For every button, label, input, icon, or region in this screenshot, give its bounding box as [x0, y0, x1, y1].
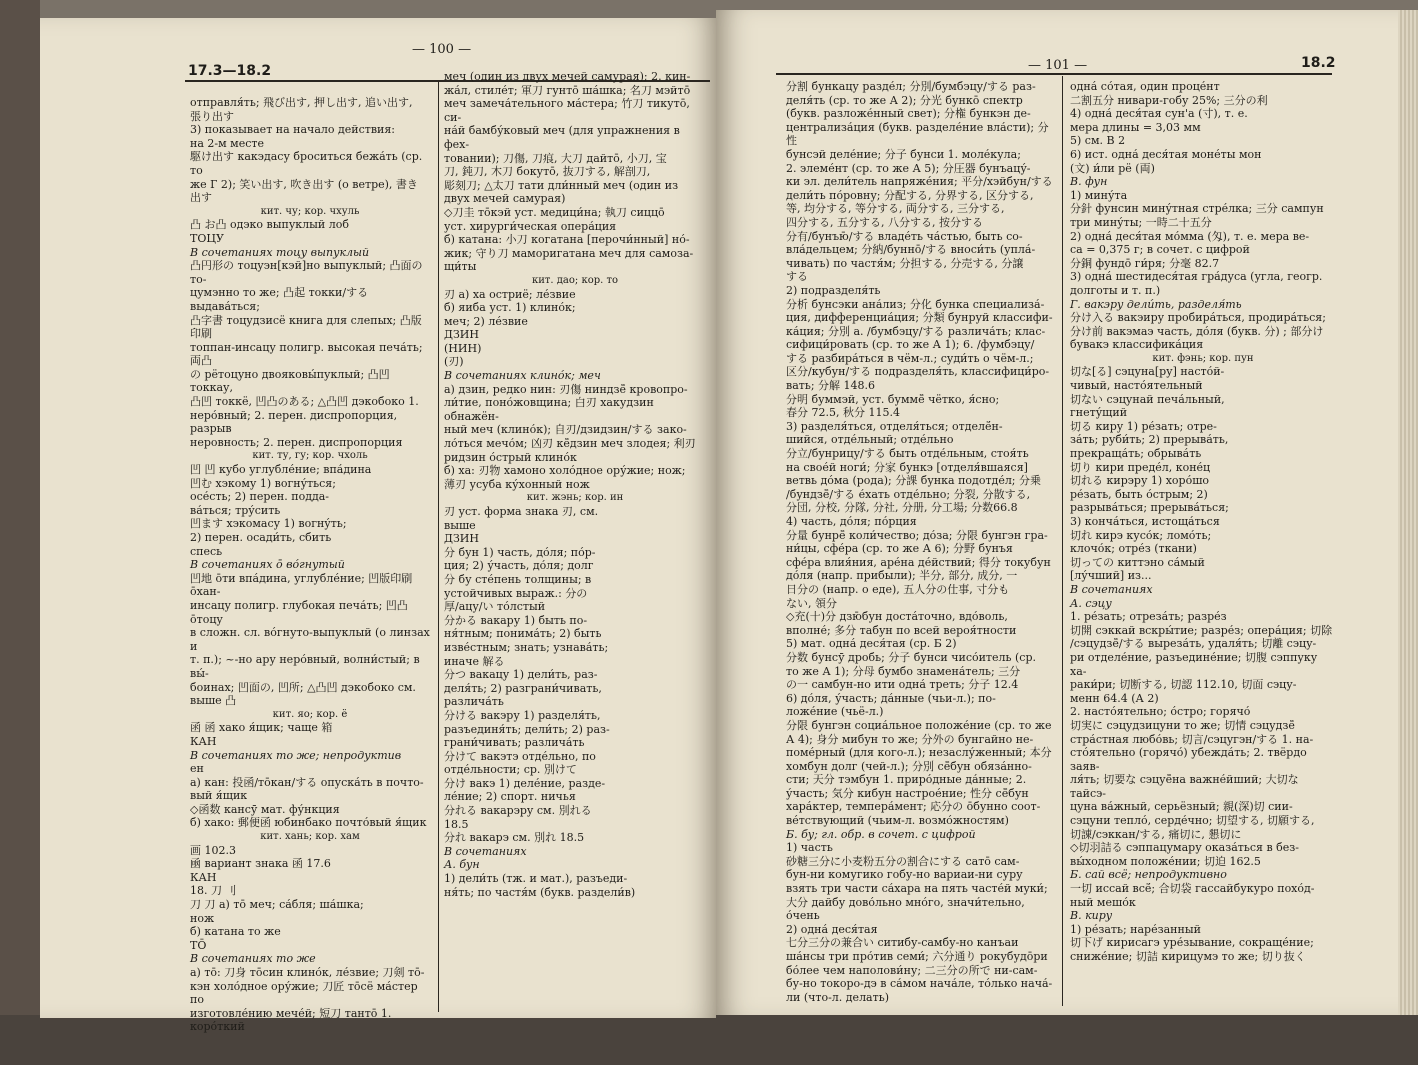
page-header-right: 18.2	[1301, 55, 1336, 71]
text-line: 凸凹 токкё, 凹凸のある; △凸凹 дэкобоко 1.	[190, 395, 419, 409]
text-line: В сочетаниях	[444, 844, 527, 858]
text-line: 七分三分の兼合い ситибу-самбу-но канъаи	[786, 936, 1019, 950]
text-line: кит. дао; кор. то	[531, 274, 619, 286]
text-line: の рётоцуно двояковы́пуклый; 凸凹 токкау,	[190, 367, 390, 395]
text-line: ция; 2) у́часть, до́ля; долг	[444, 559, 594, 573]
text-line: (НИН)	[444, 341, 482, 355]
text-line: [лу́чший] из...	[1070, 569, 1152, 583]
text-line: иначе 解る	[444, 654, 505, 668]
text-line: 2. насто́ятельно; о́стро; горячо́	[1070, 705, 1251, 719]
text-line: ре́зать, быть о́стрым; 2)	[1070, 487, 1208, 501]
text-line: разрыва́ться; прерыва́ться;	[1070, 501, 1229, 515]
text-line: 分かる вакару 1) быть по-	[444, 613, 588, 627]
text-line: В сочетаниях то же	[190, 952, 316, 966]
right-column-2	[1070, 80, 1336, 1010]
text-line: 切れ кирэ кусо́к; ломо́ть;	[1070, 528, 1212, 542]
text-line: о́чень	[786, 909, 820, 923]
text-line: ри отделе́ние, разъедине́ние; 切腹 сэппуку ха-	[1070, 650, 1318, 678]
text-line: (букв. разложе́нный свет); 分権 бункэн де-	[786, 107, 1031, 121]
text-line: вполне́; 多分 табун по всей вероя́тности	[786, 623, 1017, 637]
text-line: 切下げ кирисагэ уре́зывание, сокраще́ние;	[1070, 936, 1314, 950]
text-line: стра́стная любо́вь; 切言/сэцугэн/する 1. на-	[1070, 732, 1314, 746]
text-line: на свое́й ноги́; 分家 бункэ [отделя́вшаяся]	[786, 460, 1028, 474]
text-line: 1) мину́та	[1070, 188, 1128, 202]
text-line: ша́нсы три про́тив семи́; 六分通り рокубудо̄ри	[786, 950, 1048, 963]
text-line: (文) и́ли рё (両)	[1070, 161, 1155, 175]
text-line: する разбира́ться в чём-л.; суди́ть о чём-л.;	[786, 351, 1034, 365]
text-line: 分 бу сте́пень толщины; в	[444, 572, 592, 586]
text-line: чивать) по частя́м; 分担する, 分売する, 分譲	[786, 256, 1024, 270]
text-line: вы́ходном положе́нии; 切迫 162.5	[1070, 854, 1261, 868]
text-line: Г. вакэру дели́ть, разделя́ть	[1070, 297, 1242, 311]
text-line: в сложн. сл. во́гнуто-выпуклый (о линзах и	[190, 626, 430, 653]
text-line: 分明 буммэй, уст. буммё̄ чётко, я́сно;	[786, 392, 1000, 406]
text-line: В сочетаниях клино́к; меч	[444, 369, 601, 383]
text-line: 凸 お凸 одэко выпуклый лоб	[190, 218, 349, 232]
text-line: 春分 72.5, 秋分 115.4	[786, 406, 900, 420]
text-line: 2. элеме́нт (ср. то же А 5); 分圧器 бунъацу́-	[786, 161, 1031, 175]
text-line: кит. яо; кор. ё	[272, 708, 348, 720]
text-line: бу-но токоро-дэ в са́мом нача́ле, то́лько нача́-	[786, 977, 1053, 991]
text-line: 分針 фунсин мину́тная стре́лка; 三分 сампун	[1070, 202, 1324, 216]
text-line: нож	[190, 911, 215, 925]
text-line: чивый, насто́ятельный	[1070, 379, 1203, 393]
text-line: ция, дифференциа́ция; 分類 бунруй классифи-	[786, 311, 1053, 325]
text-line: ный меч (клино́к); 自刃/дзидзин/する зако-	[444, 423, 687, 437]
text-line: клочо́к; отре́з (ткани)	[1070, 542, 1197, 556]
text-line: 分数 бунсӯ дробь; 分子 бунси чисо́итель (ср.	[786, 650, 1036, 664]
text-line: ле́ние; 2) спорт. ничья	[444, 790, 576, 804]
text-line: сто́ятельно (горячо́) убежда́ть; 2. твёрдо заяв-	[1070, 746, 1307, 773]
text-line: ни́цы, сфе́ра (ср. то же А 6); 分野 бунъя	[786, 542, 1013, 556]
text-line: 2) подразделя́ть	[786, 283, 881, 297]
text-line: цумэнно то же; 凸起 токки/する выдава́ться;	[190, 286, 369, 313]
text-line: дели́ть по́ровну; 分配する, 分界する, 区分する,	[786, 188, 1034, 202]
text-line: кит. фэнь; кор. пун	[1152, 352, 1254, 364]
text-line: ない, 領分	[786, 596, 837, 610]
text-line: разъединя́ть; дели́ть; 2) раз-	[444, 722, 610, 736]
text-line: топпан-инсацу полигр. высокая печа́ть; 両凸	[190, 340, 423, 368]
text-line: В сочетаниях то же; непродуктив	[190, 748, 402, 762]
text-line: сфе́ра влия́ния, аре́на де́йствий; 得分 токубун	[786, 555, 1051, 569]
text-line: 等, 均分する, 等分する, 両分する, 三分する,	[786, 202, 1005, 216]
text-line: 大分 дайбу дово́льно мно́го, значи́тельно,	[786, 895, 1025, 909]
page-header-left: 17.3—18.2	[188, 63, 272, 79]
text-line: 1) дели́ть (тж. и мат.), разъеди-	[444, 872, 628, 886]
text-line: инсацу полигр. глубокая печа́ть; 凹凸 о̄тоцу	[190, 598, 408, 626]
text-line: а) то̄: 刀身 то̄син клино́к, ле́звие; 刀剣 то̄-	[190, 966, 425, 979]
text-line: 凾 вариант знака 函 17.6	[190, 857, 331, 871]
text-line: В. фун	[1070, 175, 1108, 189]
text-line: изготовле́нию мече́й; 短刀 танто̄ 1. коро́ткий	[190, 1006, 392, 1034]
text-line: 分つ вакацу 1) дели́ть, раз-	[444, 668, 598, 682]
text-line: 分団, 分校, 分隊, 分社, 分册, 分工場; 分数66.8	[786, 501, 1018, 515]
text-line: В сочетаниях ō во́гнутый	[190, 558, 345, 572]
text-line: меч замеча́тельного ма́стера; 竹刀 тикуто̄, си-	[444, 97, 690, 124]
text-line: сти; 天分 тэмбун 1. приро́дные да́нные; 2.	[786, 773, 1027, 787]
text-line: а) дзин, редко нин: 刃傷 ниндзё̄ кровопро-	[444, 382, 688, 396]
text-line: б) катана: 小刀 когатана [перочи́нный] но́-	[444, 233, 690, 247]
text-line: 6) ист. одна́ деся́тая моне́ты мон	[1070, 147, 1262, 161]
text-line: на́й бамбу́ковый меч (для упражнения в фех-	[444, 124, 680, 151]
text-line: 切諌/сэккан/する, 痛切に, 懇切に	[1070, 827, 1242, 841]
text-line: гнету́щий	[1070, 406, 1128, 420]
text-line: 3) одна́ шестидеся́тая гра́дуса (угла, геогр.	[1070, 270, 1323, 284]
text-line: 分有/бунъю̄/する владе́ть ча́стью, быть со-	[786, 229, 1023, 243]
text-line: 凹む хэкому 1) вогну́ться;	[190, 476, 336, 490]
text-line: 砂糖三分に小麦粉五分の割合にする сато̄ сам-	[786, 854, 1020, 868]
text-line: 切る киру 1) ре́зать; отре-	[1070, 419, 1217, 433]
text-line: 分けて вакэтэ отде́льно, по	[444, 749, 596, 763]
text-line: отде́льности; ср. 別けて	[444, 763, 577, 777]
text-line: 18.5	[444, 817, 469, 831]
text-line: /сэцудзё̄/する выреза́ть, удаля́ть; 切離 сэцу-	[1070, 637, 1317, 651]
text-line: прекраща́ть; обрыва́ть	[1070, 447, 1202, 461]
text-line: 4) часть, до́ля; по́рция	[786, 515, 917, 528]
text-line: 張り出す	[190, 109, 234, 123]
text-line: В сочетаниях	[1070, 582, 1153, 596]
text-line: ня́тным; понима́ть; 2) быть	[444, 627, 602, 641]
text-line: А. бун	[444, 858, 480, 872]
text-line: ло́ться мечо́м; 凶刃 кё̄дзин меч злодея; 利刃	[444, 437, 696, 451]
column-divider-left	[438, 82, 439, 1012]
text-line: товании); 刀傷, 刀痕, 大刀 дайто̄, 小刀, 宝	[444, 151, 667, 165]
text-line: Б. сай всё; непродуктивно	[1070, 868, 1227, 882]
text-line: 5) см. В 2	[1070, 134, 1126, 148]
text-line: хомбун долг (чей-л.); 分別 сё̄бун обяза́нно-	[786, 759, 1032, 773]
text-line: кит. хань; кор. хам	[260, 831, 360, 843]
text-line: 分れ вакарэ см. 別れ 18.5	[444, 831, 585, 845]
text-line: а) кан: 投函/то̄кан/する опуска́ть в почто-	[190, 775, 424, 789]
text-line: 分限 бунгэн социа́льное положе́ние (ср. то же	[786, 718, 1052, 732]
text-line: щи́ты	[444, 260, 477, 274]
text-line: т. п.); ~-но ару неро́вный, волни́стый; в вы́-	[190, 653, 420, 680]
text-line: изве́стным; знать; узнава́ть;	[444, 640, 609, 654]
text-line: 3) разделя́ться, отделя́ться; отделё́н-	[786, 419, 1003, 433]
text-line: 切ない сэцунай печа́льный,	[1070, 392, 1225, 406]
text-line: устойчивых выраж.: 分の	[444, 586, 588, 600]
text-line: 二割五分 нивари-гобу 25%; 三分の利	[1070, 93, 1268, 107]
text-line: б) катана то же	[190, 925, 281, 939]
left-page	[40, 18, 716, 1034]
text-line: различа́ть	[444, 695, 504, 709]
text-line: три мину́ты; 一時二十五分	[1070, 215, 1212, 229]
text-line: 分け入る вакэиру пробира́ться, продира́ться;	[1070, 311, 1326, 325]
text-line: цуна ва́жный, серьёзный; 親(深)切 сии-	[1070, 800, 1293, 814]
text-line: жа́л, стиле́т; 軍刀 гунто̄ ша́шка; 名刀 мэйто̄	[444, 83, 691, 97]
text-line: КАН	[190, 870, 217, 884]
text-line: 分れる вакарэру см. 別れる	[444, 804, 592, 818]
text-line: осе́сть; 2) перен. подда-	[190, 490, 330, 504]
text-line: 切開 сэккай вскры́тие; разре́з; опера́ция; 切除	[1070, 623, 1333, 637]
text-line: В сочетаниях тоцу выпуклый	[190, 245, 370, 259]
text-line: ен	[190, 762, 204, 776]
text-line: 切っての киттэно са́мый	[1070, 555, 1205, 569]
text-line: 出す	[190, 191, 212, 205]
text-line: 区分/кубун/する подразделя́ть, классифици́ро-	[786, 365, 1050, 379]
text-line: 函 函 хако я́щик; чаще 箱	[190, 721, 333, 735]
text-line: спесь	[190, 544, 223, 558]
text-line: деля́ть; 2) разграни́чивать,	[444, 681, 602, 695]
text-line: 凹地 о̄ти впа́дина, углубле́ние; 凹版印刷 о̄хан-	[190, 571, 413, 599]
column-divider-right	[1062, 76, 1063, 1006]
right-page	[716, 10, 1400, 1015]
text-line: кит. ту, гу; кор. чхоль	[252, 450, 368, 462]
text-line: 薄刃 усуба ку́хонный нож	[444, 477, 590, 491]
text-line: ли́тие, поно́жовщина; 白刃 хакудзин обнажён-	[444, 396, 654, 423]
text-line: 分立/бунрицу/する быть отде́льным, стоя́ть	[786, 447, 1029, 461]
text-line: ка́ция; 分別 а. /бумбэцу/する различа́ть; клас-	[786, 324, 1046, 338]
text-line: /бундзё̄/する е́хать отде́льно; 分裂, 分散する,	[786, 487, 1031, 501]
book-cover-left	[0, 0, 40, 1065]
text-line: выше	[444, 518, 476, 532]
text-line: ТŌ	[190, 938, 207, 952]
text-line: то же А 1); 分母 бумбо знамена́тель; 三分	[786, 664, 1021, 678]
text-line: бун-ни комугико гобу-но вариаи-ни суру	[786, 868, 1023, 882]
text-line: бо́лее чем наполови́ну; 二三分の所で ни-сам-	[786, 963, 1038, 977]
text-line: уст. хирурги́ческая опера́ция	[444, 219, 617, 233]
text-line: вла́дельцем; 分納/бунно̄/する вноси́ть (упла́-	[786, 243, 1036, 257]
text-line: сифици́ровать (ср. то же А 1); 6. /фумбэцу/	[786, 338, 1035, 352]
text-line: 凹 凹 кубо углубле́ние; впа́дина	[190, 463, 372, 477]
text-line: сэцуни тепло́, серде́чно; 切望する, 切願する,	[1070, 814, 1315, 828]
text-line: ве́тствующий (чьим-л. возмо́жностям)	[786, 814, 1009, 828]
text-line: раки́ри; 切断する, 切認 112.10, 切面 сэцу-	[1070, 678, 1297, 692]
text-line: 2) перен. осади́ть, сбить	[190, 531, 332, 544]
text-line: 切な[る] сэцуна[ру] насто́й-	[1070, 365, 1225, 379]
text-line: выше 凸	[190, 694, 237, 708]
text-line: вать; 分解 148.6	[786, 379, 876, 393]
text-line: 切実に сэцудзицуни то же; 切情 сэцудзё̄	[1070, 718, 1295, 732]
text-line: за́ть; руби́ть; 2) прерыва́ть,	[1070, 433, 1229, 447]
text-line: 凸円形の тоцуэн[кэй]но выпуклый; 凸面の то-	[190, 259, 423, 286]
text-line: 分銅 фундо̄ ги́ря; 分毫 82.7	[1070, 256, 1220, 270]
text-line: 切れる кирэру 1) хоро́шо	[1070, 474, 1210, 488]
text-line: б) яиба уст. 1) клино́к;	[444, 301, 576, 315]
text-line: 画 102.3	[190, 843, 236, 857]
text-line: сниже́ние; 切詰 кирицумэ то же; 切り抜く	[1070, 950, 1306, 963]
text-line: А 4); 身分 мибун то же; 分外の бунгайно не-	[786, 732, 1034, 746]
text-line: 刃 уст. форма знака 刃, см.	[444, 505, 599, 518]
text-line: шийся, отде́льный; отде́льно	[786, 433, 954, 447]
text-line: хара́ктер, темпера́мент; 応分の о̄бунно соот-	[786, 800, 1041, 814]
page-edges-right	[1398, 10, 1418, 1015]
text-line: 分量 бунрё̄ коли́чество; до́за; 分限 бунгэн гра-	[786, 528, 1048, 542]
text-line: (刃)	[444, 355, 464, 369]
text-line: В. киру	[1070, 909, 1113, 923]
text-line: ТОЦУ	[190, 231, 224, 245]
page-number-right: — 101 —	[1028, 58, 1088, 73]
text-line: ◇切羽詰る сэппацумару оказа́ться в без-	[1070, 841, 1299, 855]
text-line: ветвь до́ма (рода); 分課 бунка подотде́л; 分乗	[786, 474, 1042, 488]
text-line: 1. ре́зать; отреза́ть; разре́з	[1070, 610, 1227, 624]
text-line: 分 бун 1) часть, до́ля; по́р-	[444, 545, 596, 559]
text-line: ◇刀圭 то̄кэй уст. медици́на; 執刀 сиццо̄	[444, 205, 665, 219]
text-line: Б. бу; гл. обр. в сочет. с цифрой	[786, 827, 976, 841]
text-line: на 2-м месте	[190, 136, 264, 150]
text-line: 刃 а) ха остриё; ле́звие	[444, 287, 576, 301]
text-line: двух мечей самурая)	[444, 192, 566, 206]
left-column-2	[444, 70, 706, 1010]
text-line: ридзин о́стрый клино́к	[444, 450, 577, 464]
text-line: ◇充(十)分 дзю̄бун доста́точно, вдо́воль,	[786, 610, 1008, 624]
text-line: ля́ть; 切要な сэцуё̄на важне́йший; 大切な тайсэ-	[1070, 773, 1299, 800]
text-line: поме́рный (для кого-л.); незаслу́женный; 本分	[786, 746, 1052, 760]
text-line: у́часть; 気分 кибун настрое́ние; 性分 сё̄бун	[786, 786, 1029, 800]
text-line: 2) одна́ деся́тая мо́мма (匁), т. е. мера ве-	[1070, 229, 1310, 243]
text-line: грани́чивать; различа́ть	[444, 736, 585, 750]
text-line: одна́ со́тая, один проце́нт	[1070, 80, 1220, 93]
text-line: 切り кири преде́л, коне́ц	[1070, 460, 1211, 474]
text-line: ДЗИН	[444, 532, 479, 546]
text-line: 厚/ацу/い то́лстый	[444, 600, 546, 614]
text-line: бувакэ классифика́ция	[1070, 338, 1204, 352]
text-line: жик; 守り刀 маморигатана меч для самоза-	[444, 246, 694, 260]
text-line: 分け вакэ 1) деле́ние, разде-	[444, 776, 606, 790]
text-line: 6) до́ля, у́часть; да́нные (чьи-л.); по-	[786, 691, 996, 705]
text-line: кэн холо́дное ору́жие; 刀匠 то̄сё ма́стер по	[190, 979, 418, 1007]
text-line: ◇函数 кансӯ мат. фу́нкция	[190, 802, 340, 816]
text-line: меч (один из двух мечей самурая); 2. кин-	[444, 70, 691, 83]
text-line: меч; 2) ле́звие	[444, 314, 528, 328]
text-line: менн 64.4 (А 2)	[1070, 691, 1159, 705]
text-line: б) хако: 郵便函 юбинбако почто́вый я́щик	[190, 816, 427, 830]
text-line: 5) мат. одна́ деся́тая (ср. Б 2)	[786, 637, 957, 651]
text-line: КАН	[190, 734, 217, 748]
right-column-1	[786, 80, 1058, 1010]
text-line: ложе́ние (чьё-л.)	[786, 705, 884, 719]
text-line: неровность; 2. перен. диспропорция	[190, 435, 403, 449]
text-line: 四分する, 五分する, 八分する, 按分する	[786, 215, 983, 229]
page-number-left: — 100 —	[412, 42, 472, 57]
text-line: ки эл. дели́тель напряже́ния; 平分/хэйбун/する	[786, 175, 1053, 189]
text-line: бунсэй деле́ние; 分子 бунси 1. моле́кула;	[786, 147, 1021, 161]
text-line: вый я́щик	[190, 789, 248, 803]
text-line: 一切 иссай всё́; 合切袋 гассайбукуро похо́д-	[1070, 882, 1315, 896]
text-line: の一 самбун-но ити одна́ треть; 分子 12.4	[786, 678, 1019, 692]
text-line: боинах; 凹面の, 凹所; △凸凹 дэкобоко см.	[190, 680, 416, 694]
text-line: 3) конча́ться, истоща́ться	[1070, 515, 1220, 528]
text-line: 刀 刀 а) то̄ меч; са́бля; ша́шка;	[190, 898, 364, 912]
header-rule-right	[776, 73, 1332, 75]
text-line: А. сэцу	[1070, 596, 1112, 610]
text-line: 刀, 鈍刀, 木刀 бокуто̄, 抜刀する, 解剖刀,	[444, 165, 651, 179]
text-line: взять три части са́хара на пять часте́й муки́;	[786, 882, 1048, 896]
text-line: 分割 бункацу разде́л; 分別/бумбэцу/する раз-	[786, 80, 1036, 93]
text-line: до́ля (напр. прибыли); 半分, 部分, 成分, 一	[786, 569, 1018, 583]
text-line: б) ха: 刃物 хамоно холо́дное ору́жие; нож;	[444, 464, 686, 478]
text-line: 分ける вакэру 1) разделя́ть,	[444, 708, 601, 722]
text-line: кит. жэнь; кор. ин	[526, 492, 624, 504]
text-line: деля́ть (ср. то же А 2); 分光 бунко̄ спектр	[786, 93, 1023, 107]
text-line: 18. 刀 刂	[190, 884, 237, 898]
text-line: 2) одна́ деся́тая	[786, 922, 878, 936]
text-line: 凸字書 тоцудзисё книга для слепых; 凸版印刷	[190, 313, 422, 341]
text-line: 分析 бунсэки ана́лиз; 分化 бунка специализа́-	[786, 297, 1045, 311]
text-line: неро́вный; 2. перен. диспропорция, разрыв	[190, 408, 398, 436]
text-line: 分け前 вакэмаэ часть, до́ля (букв. 分) ; 部分け	[1070, 324, 1324, 338]
text-line: ДЗИН	[444, 328, 479, 342]
text-line: 彫刻刀; △太刀 тати дли́нный меч (один из	[444, 178, 679, 192]
text-line: ня́ть; по частя́м (букв. раздели́в)	[444, 885, 636, 899]
text-line: ва́ться; тру́сить	[190, 503, 281, 517]
text-line: са = 0,375 г; в сочет. с цифрой	[1070, 243, 1250, 257]
text-line: кит. чу; кор. чхуль	[260, 205, 360, 217]
text-line: же Г 2); 笑い出す, 吹き出す (о ветре), 書き	[190, 177, 418, 191]
text-line: 駆け出す какэдасу броситься бежа́ть (ср. то	[190, 150, 423, 177]
text-line: долготы и т. п.)	[1070, 283, 1161, 297]
left-column-1	[190, 96, 430, 1034]
text-line: 4) одна́ деся́тая сун'а (寸), т. е.	[1070, 107, 1248, 121]
text-line: 3) показывает на начало действия:	[190, 123, 396, 137]
text-line: отправля́ть; 飛び出す, 押し出す, 追い出す,	[190, 96, 413, 109]
text-line: 凹ます хэкомасу 1) вогну́ть;	[190, 517, 347, 531]
text-line: 日分の (напр. о еде), 五人分の仕事, 寸分も	[786, 582, 1010, 596]
text-line: ный мешо́к	[1070, 895, 1136, 909]
text-line: централиза́ция (букв. разделе́ние вла́сти); 分性	[786, 120, 1049, 148]
text-line: ли (что-л. делать)	[786, 990, 889, 1004]
text-line: 1) ре́зать; наре́занный	[1070, 922, 1201, 936]
text-line: 1) часть	[786, 841, 833, 855]
text-line: する	[786, 270, 808, 284]
text-line: мера длины = 3,03 мм	[1070, 120, 1201, 134]
